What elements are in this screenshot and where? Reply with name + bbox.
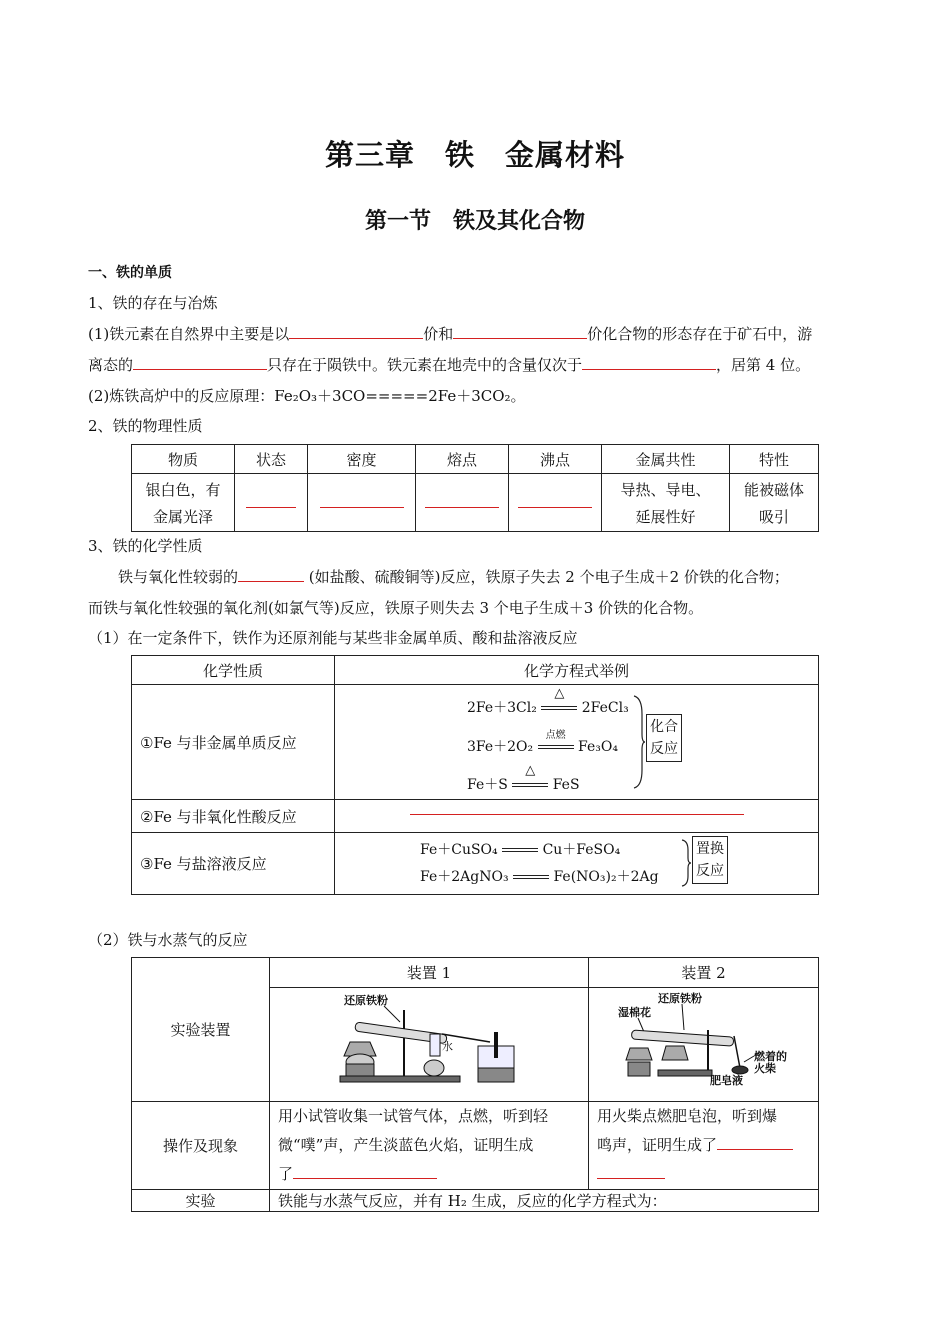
operation-2: 用火柴点燃肥皂泡，听到爆 鸣声，证明生成了 — [589, 1102, 819, 1190]
fill-blank[interactable] — [582, 355, 716, 370]
text: 铁与氧化性较弱的 — [118, 568, 239, 586]
apparatus-2-illustration — [612, 990, 802, 1086]
equation-o2: 3Fe＋2O₂ 点燃 Fe₃O₄ — [467, 730, 618, 755]
text: ，居第 4 位。 — [716, 356, 811, 374]
row-label: 实验装置 — [132, 958, 270, 1102]
header-cell: 装置 2 — [589, 958, 819, 988]
heading-physical: 2、铁的物理性质 — [88, 417, 203, 435]
operation-1: 用小试管收集一试管气体，点燃，听到轻 微“噗”声，产生淡蓝色火焰，证明生成 了 — [270, 1102, 589, 1190]
header-cell: 密度 — [308, 445, 416, 474]
header-cell: 状态 — [235, 445, 308, 474]
header-cell: 沸点 — [509, 445, 602, 474]
fill-blank[interactable] — [133, 355, 267, 370]
equation-cl2: 2Fe＋3Cl₂ △ 2FeCl₃ — [467, 686, 629, 716]
text: 离态的 — [88, 356, 134, 374]
row-label: ③Fe 与盐溶液反应 — [132, 833, 335, 895]
blank-cell[interactable] — [308, 474, 416, 532]
paragraph-line — [88, 354, 810, 375]
text: 价化合物的形态存在于矿石中，游 — [587, 325, 813, 343]
equation-agno3: Fe＋2AgNO₃ Fe(NO₃)₂＋2Ag — [420, 869, 659, 885]
fill-blank[interactable] — [597, 1164, 665, 1179]
experiment-conclusion: 铁能与水蒸气反应，并有 H₂ 生成，反应的化学方程式为： — [270, 1190, 819, 1212]
smelting-principle: (2)炼铁高炉中的反应原理：Fe₂O₃＋3CO=====2Fe＋3CO₂。 — [88, 387, 526, 405]
header-cell: 熔点 — [416, 445, 509, 474]
blank-cell[interactable] — [235, 474, 308, 532]
heading-steam: （2）铁与水蒸气的反应 — [88, 931, 248, 949]
paragraph-line: 而铁与氧化性较强的氧化剂(如氯气等)反应，铁原子则失去 3 个电子生成＋3 价铁的化合物。 — [88, 599, 704, 617]
chapter-title: 第三章 铁 金属材料 — [324, 138, 625, 172]
label-replacement-reaction: 置换 反应 — [692, 836, 728, 884]
header-cell: 特性 — [730, 445, 819, 474]
svg-text:湿棉花: 湿棉花 — [618, 1006, 651, 1019]
fill-blank[interactable] — [453, 324, 587, 339]
blank-cell[interactable] — [335, 800, 819, 833]
svg-text:还原铁粉: 还原铁粉 — [344, 994, 388, 1007]
header-cell: 化学方程式举例 — [335, 656, 819, 685]
cell: 能被磁体 吸引 — [730, 474, 819, 532]
svg-text:肥皂液: 肥皂液 — [710, 1074, 743, 1086]
equation-cuso4: Fe＋CuSO₄ Cu＋FeSO₄ — [420, 842, 621, 858]
heading-existence: 1、铁的存在与冶炼 — [88, 294, 218, 312]
cell: 导热、导电、 延展性好 — [602, 474, 730, 532]
blank-cell[interactable] — [509, 474, 602, 532]
row-label: ①Fe 与非金属单质反应 — [132, 685, 335, 800]
physical-properties-table — [131, 444, 819, 532]
text: 只存在于陨铁中。铁元素在地壳中的含量仅次于 — [267, 356, 583, 374]
header-cell: 装置 1 — [270, 958, 589, 988]
blank-cell[interactable] — [416, 474, 509, 532]
header-cell: 化学性质 — [132, 656, 335, 685]
label-combination-reaction: 化合 反应 — [646, 714, 682, 762]
fill-blank[interactable] — [238, 567, 304, 582]
cell: 银白色，有 金属光泽 — [132, 474, 235, 532]
brace-icon — [680, 838, 692, 888]
svg-text:燃着的: 燃着的 — [754, 1050, 787, 1063]
header-cell: 金属共性 — [602, 445, 730, 474]
fill-blank[interactable] — [289, 324, 423, 339]
text: (1)铁元素在自然界中主要是以 — [88, 325, 290, 343]
text: 价和 — [423, 325, 454, 343]
fill-blank[interactable] — [717, 1135, 793, 1150]
brace-icon — [632, 694, 646, 790]
svg-text:还原铁粉: 还原铁粉 — [658, 992, 702, 1005]
section-title: 第一节 铁及其化合物 — [364, 209, 585, 234]
svg-text:水: 水 — [442, 1040, 453, 1053]
paragraph-line — [88, 323, 812, 344]
paragraph-line — [118, 566, 789, 587]
header-cell: 物质 — [132, 445, 235, 474]
fill-blank[interactable] — [293, 1164, 437, 1179]
row-label: 操作及现象 — [132, 1102, 270, 1190]
subheading: （1）在一定条件下，铁作为还原剂能与某些非金属单质、酸和盐溶液反应 — [88, 629, 578, 647]
equation-s: Fe＋S △ FeS — [467, 763, 580, 793]
svg-text:火柴: 火柴 — [754, 1062, 776, 1075]
heading-iron-element: 一、铁的单质 — [88, 265, 172, 281]
apparatus-1-illustration — [330, 992, 520, 1084]
row-label: ②Fe 与非氧化性酸反应 — [132, 800, 335, 833]
text: (如盐酸、硫酸铜等)反应，铁原子失去 2 个电子生成＋2 价铁的化合物； — [304, 568, 789, 586]
row-label: 实验 — [132, 1190, 270, 1212]
heading-chemical: 3、铁的化学性质 — [88, 537, 203, 555]
